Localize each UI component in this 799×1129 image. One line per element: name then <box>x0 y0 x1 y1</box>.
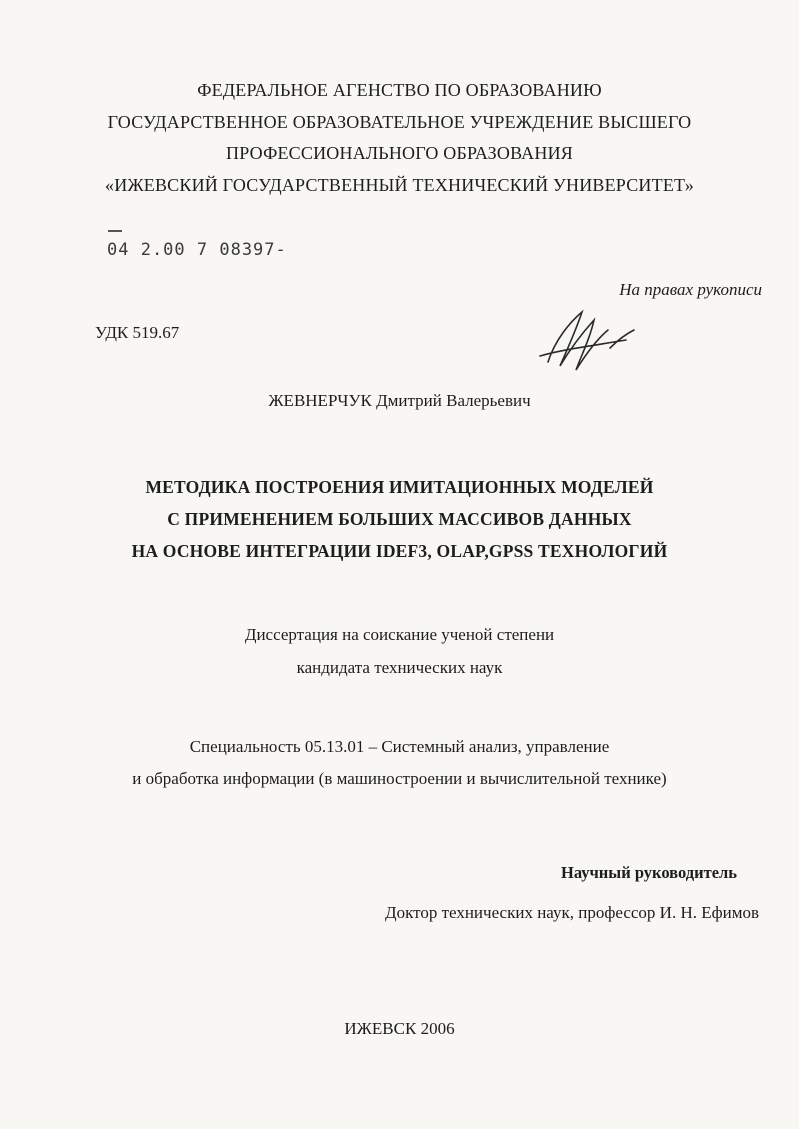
city-year: ИЖЕВСК 2006 <box>344 1019 455 1038</box>
specialty-line-1: Специальность 05.13.01 – Системный анализ, управление <box>189 737 610 756</box>
degree-line-2: кандидата технических наук <box>296 658 503 677</box>
header-line-1: ФЕДЕРАЛЬНОЕ АГЕНСТВО ПО ОБРАЗОВАНИЮ <box>197 80 602 100</box>
registration-stamp: 04 2.00 7 08397- <box>107 240 287 260</box>
stamp-mark <box>108 230 122 232</box>
title-line-2: С ПРИМЕНЕНИЕМ БОЛЬШИХ МАССИВОВ ДАННЫХ <box>167 509 632 529</box>
rights-note: На правах рукописи <box>619 280 762 299</box>
degree-line-1: Диссертация на соискание ученой степени <box>244 625 555 644</box>
header-line-2: ГОСУДАРСТВЕННОЕ ОБРАЗОВАТЕЛЬНОЕ УЧРЕЖДЕНИЕ ВЫСШЕГО <box>107 112 692 132</box>
supervisor-name: Доктор технических наук, профессор И. Н. Ефимов <box>385 903 759 922</box>
supervisor-label: Научный руководитель <box>561 863 737 882</box>
header-line-3: ПРОФЕССИОНАЛЬНОГО ОБРАЗОВАНИЯ <box>226 143 573 163</box>
author-name: ЖЕВНЕРЧУК Дмитрий Валерьевич <box>268 391 531 410</box>
udk-code: УДК 519.67 <box>95 323 180 342</box>
title-line-3: НА ОСНОВЕ ИНТЕГРАЦИИ IDEF3, OLAP,GPSS ТЕХНОЛОГИЙ <box>131 541 668 561</box>
specialty-line-2: и обработка информации (в машиностроении и вычислительной технике) <box>132 769 667 788</box>
header-line-4: «ИЖЕВСКИЙ ГОСУДАРСТВЕННЫЙ ТЕХНИЧЕСКИЙ УНИВЕРСИТЕТ» <box>105 175 694 195</box>
signature-icon <box>530 300 640 380</box>
title-line-1: МЕТОДИКА ПОСТРОЕНИЯ ИМИТАЦИОННЫХ МОДЕЛЕЙ <box>145 477 654 497</box>
